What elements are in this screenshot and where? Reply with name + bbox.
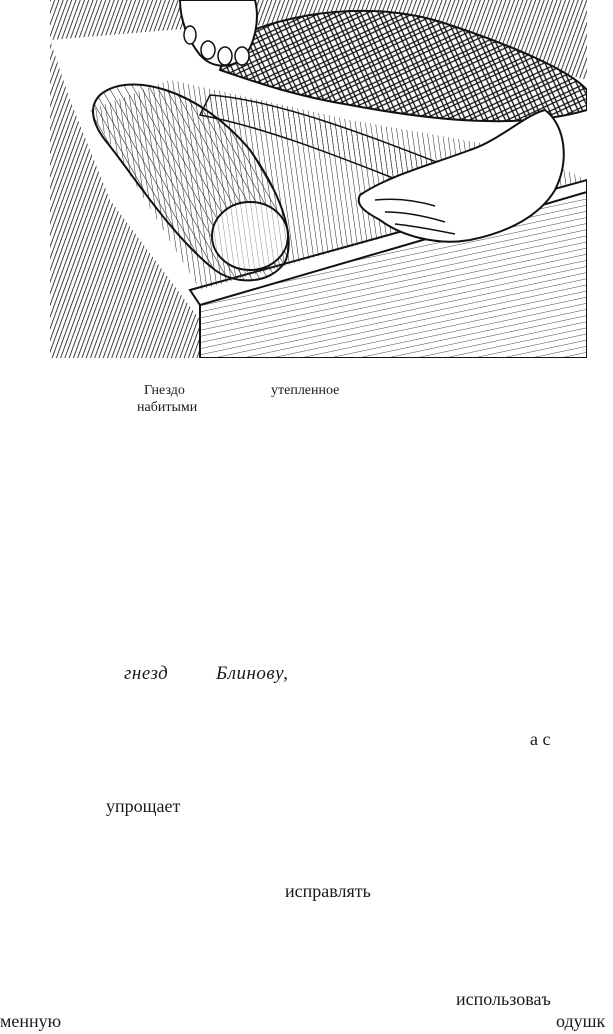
- text-fragment: гнезд: [124, 663, 169, 684]
- text-fragment: исправлять: [285, 881, 371, 901]
- text-fragment: менную: [0, 1011, 62, 1031]
- text-fragment: а с: [530, 729, 551, 749]
- caption-word: Гнездо: [144, 383, 185, 398]
- caption-word: набитыми: [137, 400, 198, 415]
- text-fragment: одушк: [556, 1011, 606, 1031]
- hive-illustration: [50, 0, 587, 358]
- text-fragment: Блинову,: [216, 663, 289, 684]
- text-fragment: использоваъ: [456, 989, 551, 1009]
- text-fragment: упрощает: [106, 796, 181, 816]
- caption-word: утепленное: [271, 383, 340, 398]
